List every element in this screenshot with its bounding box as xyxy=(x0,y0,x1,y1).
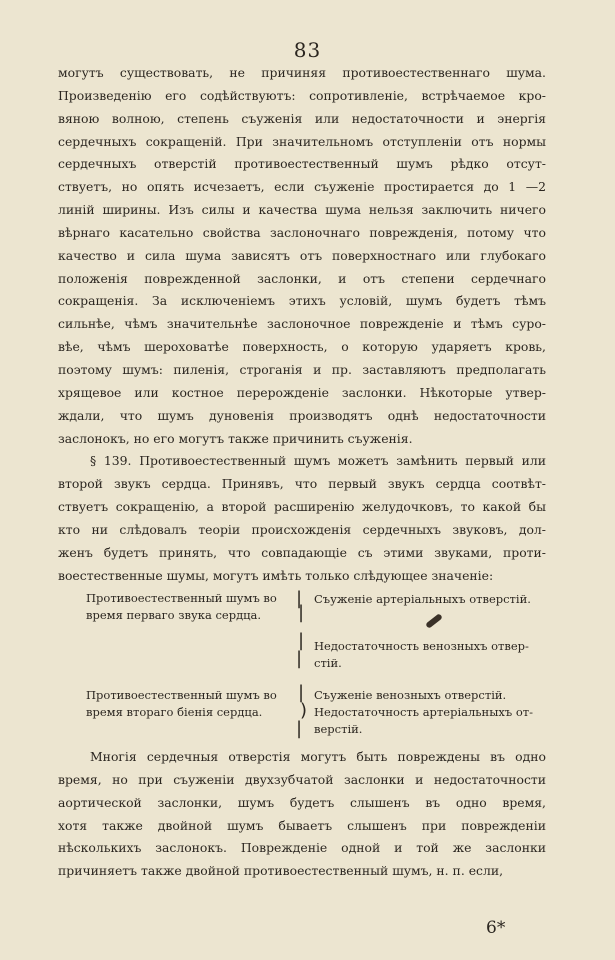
text-line: причиняетъ также двойной противоестественный шумъ, н. п. если, xyxy=(58,863,504,879)
text-line: ствуетъ, но опять исчезаетъ, если съуженіе простирается до 1 —2 xyxy=(58,179,546,195)
page-number: 83 xyxy=(293,38,322,62)
table-row1-right-b xyxy=(314,638,544,672)
brace-mark: | xyxy=(298,602,305,623)
signature-mark: 6* xyxy=(486,918,506,938)
table-row1-left-line: Противоестественный шумъ во xyxy=(86,591,277,605)
text-line: сокращенія. За исключеніемъ этихъ условій, шумъ будетъ тѣмъ xyxy=(58,293,546,309)
text-line: хрящевое или костное перерожденіе заслонки. Нѣкоторые утвер- xyxy=(58,384,546,400)
brace-mark: | xyxy=(298,682,305,703)
text-line: аортической заслонки, шумъ будетъ слышенъ въ одно время, xyxy=(58,794,546,810)
table-row2-right-line: Съуженіе венозныхъ отверстій. xyxy=(314,688,507,702)
paragraph-second xyxy=(58,746,546,883)
brace-mark: | xyxy=(296,648,303,669)
text-line: сердечныхъ сокращеній. При значительномъ отступленіи отъ нормы xyxy=(58,133,546,149)
text-line: ствуетъ сокращенію, а второй расширенію желудочковъ, то какой бы xyxy=(58,499,546,515)
table-row2-left xyxy=(86,687,292,721)
text-line: линій ширины. Изъ силы и качества шума нельзя заключить ничего xyxy=(58,202,546,218)
table-row1-right-b-line: Недостаточность венозныхъ отвер- xyxy=(314,639,529,653)
table-row1-right-b-line: стій. xyxy=(314,656,342,670)
table-row2-right-line: Недостаточность артеріальныхъ от- xyxy=(314,705,533,719)
text-line: вѣе, чѣмъ шероховатѣе поверхность, о которую ударяетъ кровь, xyxy=(58,339,546,355)
text-line: Многія сердечныя отверстія могутъ быть повреждены въ одно xyxy=(90,749,546,764)
table-row1-left xyxy=(86,590,292,624)
table-row2-left-line: Противоестественный шумъ во xyxy=(86,688,277,702)
text-line: женъ будетъ принять, что совпадающіе съ этими звуками, проти- xyxy=(58,544,546,560)
table-row2-right xyxy=(314,687,544,738)
text-line: второй звукъ сердца. Принявъ, что первый звукъ сердца соотвѣт- xyxy=(58,476,546,492)
table-row2-left-line: время втораго біенія сердца. xyxy=(86,705,263,719)
text-line: качество и сила шума зависятъ отъ поверхностнаго или глубокаго xyxy=(58,247,546,263)
text-line: поэтому шумъ: пиленія, строганія и пр. заставляютъ предполагать xyxy=(58,361,546,377)
text-line: нѣсколькихъ заслонокъ. Поврежденіе одной и той же заслонки xyxy=(58,840,546,856)
text-line: воестественные шумы, могутъ имѣть только слѣдующее значеніе: xyxy=(58,567,494,583)
text-line: вяною волною, степень съуженія или недостаточности и энергія xyxy=(58,110,546,126)
text-line: вѣрнаго касательно свойства заслоночнаго поврежденія, потому что xyxy=(58,224,546,240)
paragraph-main xyxy=(58,62,546,587)
text-line: положенія поврежденной заслонки, и отъ степени сердечнаго xyxy=(58,270,546,286)
table-row1-right-a xyxy=(314,591,544,608)
brace-mark: | xyxy=(298,630,305,651)
brace-mark: ) xyxy=(300,700,308,721)
brace-mark: | xyxy=(296,588,303,609)
text-line: Произведенію его содѣйствуютъ: сопротивленіе, встрѣчаемое кро- xyxy=(58,87,546,103)
table-row1-right-a-line: Съуженіе артеріальныхъ отверстій. xyxy=(314,592,531,606)
text-line: заслонокъ, но его могутъ также причинить съуженія. xyxy=(58,430,413,446)
text-line: время, но при съуженіи двухзубчатой заслонки и недостаточности xyxy=(58,771,546,787)
text-line: хотя также двойной шумъ бываетъ слышенъ при поврежденіи xyxy=(58,817,546,833)
text-line: могутъ существовать, не причиняя противоестественнаго шума. xyxy=(58,65,546,80)
text-line: § 139. Противоестественный шумъ можетъ замѣнить первый или xyxy=(90,453,546,469)
text-line: ждали, что шумъ дуновенія производятъ однѣ недостаточности xyxy=(58,407,546,423)
brace-mark: | xyxy=(296,718,303,739)
text-line: сердечныхъ отверстій противоестественный шумъ рѣдко отсут- xyxy=(58,156,546,172)
text-line: сильнѣе, чѣмъ значительнѣе заслоночное поврежденіе и тѣмъ суро- xyxy=(58,316,546,332)
table-row2-right-line: верстій. xyxy=(314,722,363,736)
text-line: кто ни слѣдовалъ теоріи происхожденія сердечныхъ звуковъ, дол- xyxy=(58,521,546,537)
table-row1-left-line: время перваго звука сердца. xyxy=(86,608,262,622)
ink-smudge xyxy=(425,613,443,629)
